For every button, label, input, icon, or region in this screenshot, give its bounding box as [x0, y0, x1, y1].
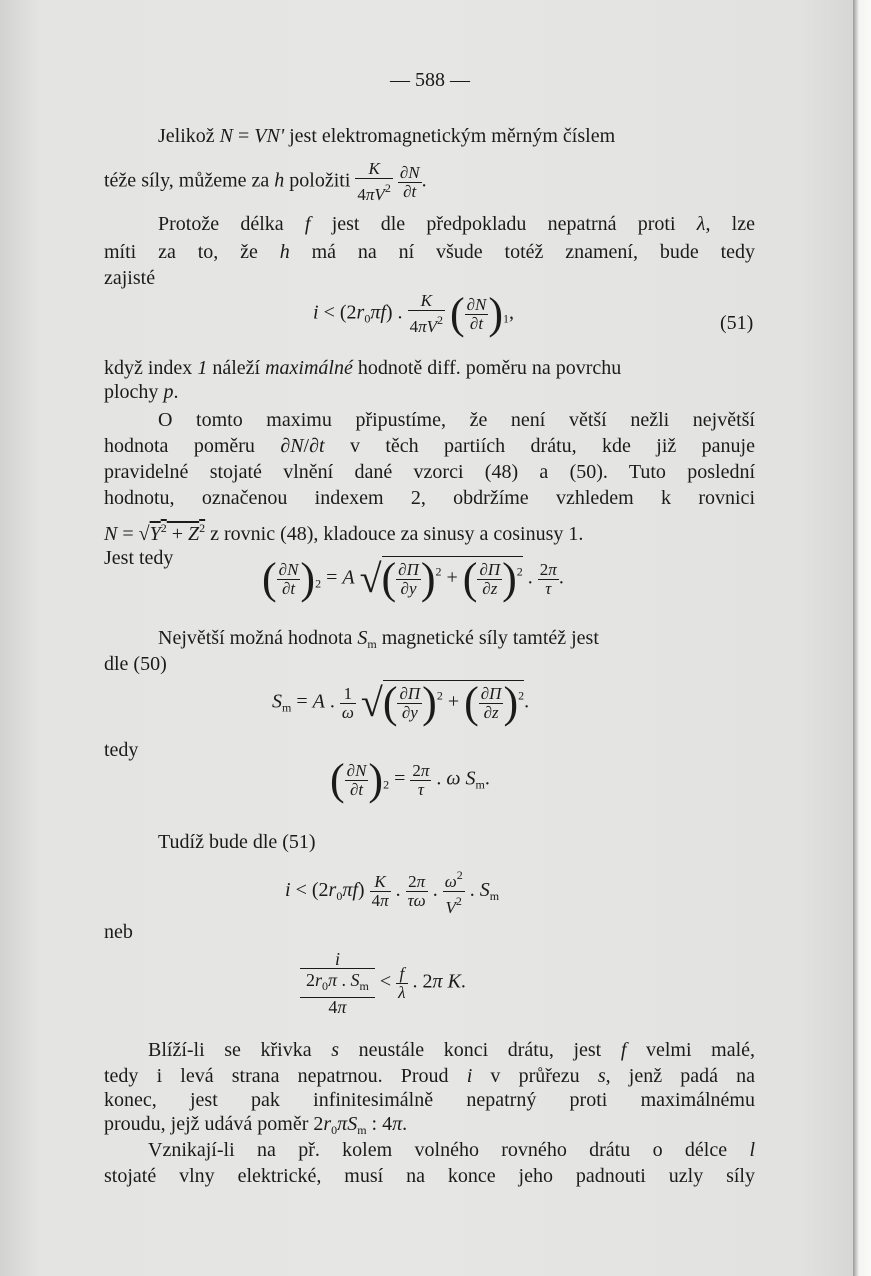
text-line: Protože délka f jest dle předpokladu nepatrná proti λ, lze — [158, 213, 755, 235]
text-line: Vznikají-li na př. kolem volného rovného drátu o délce l — [148, 1139, 755, 1161]
text-line: Jelikož N = VN' jest elektromagnetickým měrným číslem — [158, 125, 616, 147]
page-edge — [853, 0, 871, 1276]
page-number: — 588 — — [390, 69, 470, 91]
text-line: O tomto maximu připustíme, že není větší nežli největší — [158, 409, 755, 431]
text-line: hodnota poměru ∂N/∂t v těch partiích drátu, kde již panuje — [104, 435, 755, 457]
text-line: proudu, jejž udává poměr $2r_0\pi S_m$ : 4π. — [104, 1113, 408, 1137]
fraction: $\frac{K}{4\pi V^2}$ — [357, 159, 391, 204]
text-line: neb — [104, 921, 133, 943]
text-line: plochy p. — [104, 381, 179, 403]
text-line: zajisté — [104, 267, 156, 289]
equation-dn-dt-sm: ( $\frac{\partial N}{\partial t}$ )$_2$ = $\frac{2\pi}{\tau}$ . ω $S_m$. — [330, 755, 490, 804]
text-line: když index 1 náleží maximálné hodnotě diff. poměru na povrchu — [104, 357, 622, 379]
text-line: tedy — [104, 739, 139, 761]
equation-number: (51) — [720, 312, 754, 334]
text-line: hodnotu, označenou indexem 2, obdržíme vzhledem k rovnici — [104, 487, 755, 509]
text-line: tedy i levá strana nepatrnou. Proud i v průřezu s, jenž padá na — [104, 1065, 756, 1087]
text-line: Tudíž bude dle (51) — [158, 831, 316, 853]
text-tail: z rovnic (48), kladouce za sinusy a cosinusy 1. — [210, 523, 584, 545]
text-line: konec, jest pak infinitesimálně nepatrný proti maximálnému — [104, 1089, 755, 1111]
text-line: Jest tedy — [104, 547, 174, 569]
equation-ratio: i $2r_0\pi$ . $S_m$ 4π < $\frac{f}{\lambda}$ . 2π K. — [300, 950, 466, 1016]
text-line: pravidelné stojaté vlnění dané vzorci (48) a (50). Tuto poslední — [104, 461, 755, 483]
text-line: Blíží-li se křivka s neustále konci drátu, jest f velmi malé, — [148, 1039, 755, 1061]
text-line: dle (50) — [104, 653, 167, 675]
equation-51: $i < (2r_0\pi f)$ . $\frac{K}{4\pi V^2}$ ( $\frac{\partial N}{\partial t}$ )$_1$, — [313, 289, 515, 338]
text-line: stojaté vlny elektrické, musí na konce jeho padnouti uzly síly — [104, 1165, 755, 1187]
fraction: $\frac{\partial N}{\partial t}$ — [399, 162, 420, 201]
text-line: téže síly, můžeme za h položiti $\frac{K}{4\pi V^2}$ $\frac{\partial N}{\partial t}$ . — [104, 159, 427, 204]
equation-dn-dt-2: ( $\frac{\partial N}{\partial t}$ )$_2 = A$ √( $\frac{\partial\Pi}{\partial y}$ )$^2$ + ( $\frac{\partial\Pi}{\partial z}$ )$^2$ . $\frac{2\pi}{\tau}$ . — [262, 554, 564, 603]
text-line: míti za to, že h má na ní všude totéž znamení, bude tedy — [104, 241, 756, 263]
text-line: $N = √Y^2 + Z^2$ z rovnic (48), kladouce za sinusy a cosinusy 1. — [104, 521, 584, 545]
equation-inequality: $i < (2r_0\pi f)$ $\frac{K}{4\pi}$ . $\frac{2\pi}{\tau\omega}$ . $\frac{\omega^2}{V^2}$ . $S_m$ — [285, 868, 500, 917]
text-line: Největší možná hodnota $S_m$ magnetické síly tamtéž jest — [158, 627, 599, 651]
equation-sm: $S_m = A$ . $\frac{1}{\omega}$ √( $\frac{\partial\Pi}{\partial y}$ )$^2$ + ( $\frac{\partial\Pi}{\partial z}$ )$^2$. — [272, 678, 530, 727]
